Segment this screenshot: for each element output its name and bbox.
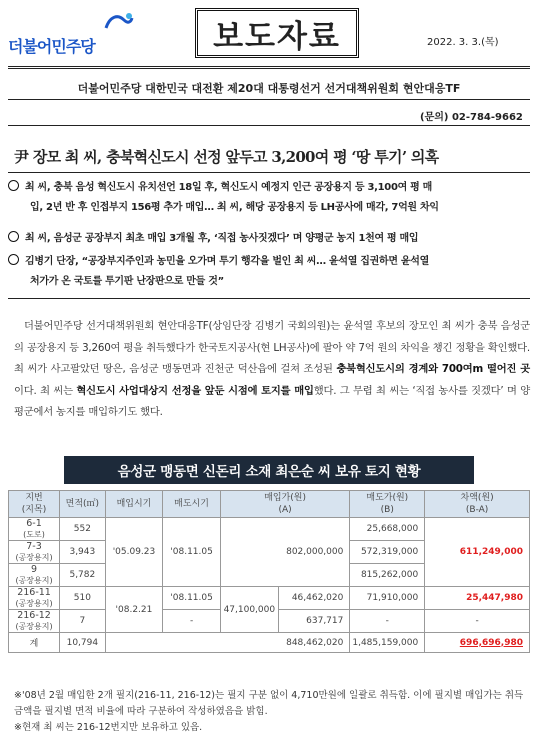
divider [8, 66, 530, 67]
logo-mark-icon [104, 12, 134, 30]
bullet-circle-icon [8, 180, 19, 191]
cell-total-label: 계 [9, 633, 60, 653]
cell-total-sell: 1,485,159,000 [350, 633, 425, 653]
party-logo [8, 8, 140, 60]
cell-lot: 6-1 (도로) [9, 518, 60, 541]
bullet-circle-icon [8, 231, 19, 242]
contact-info: (문의) 02-784-9662 [420, 112, 523, 123]
bullet-text: 처가가 온 국토를 투기판 난장판으로 만들 것” [30, 276, 224, 287]
cell-buy-price-lump: 47,100,000 [220, 587, 278, 633]
header-sell-date: 매도시기 [163, 491, 221, 518]
cell-lot: 216-11 (공장용지) [9, 587, 60, 610]
cell-diff: - [425, 610, 530, 633]
cell-total-buy: 848,462,020 [105, 633, 350, 653]
bullet-circle-icon [8, 254, 19, 265]
cell-diff: 611,249,000 [425, 518, 530, 587]
bullet-text: 입, 2년 반 후 인접부지 156평 추가 매입… 최 씨, 해당 공장용지 등 LH공사에 매각, 7억원 차익 [30, 202, 439, 213]
divider [8, 99, 530, 100]
cell-area: 3,943 [60, 541, 106, 564]
logo-text: 더불어민주당 [8, 37, 95, 56]
cell-total-area: 10,794 [60, 633, 106, 653]
cell-sell-price: 572,319,000 [350, 541, 425, 564]
cell-area: 552 [60, 518, 106, 541]
cell-buy-date: '05.09.23 [105, 518, 163, 587]
cell-buy-price-split: 637,717 [278, 610, 350, 633]
header-area: 면적(㎡) [60, 491, 106, 518]
table-title: 음성군 맹동면 신돈리 소재 최은순 씨 보유 토지 현황 [64, 456, 474, 484]
cell-buy-price-split: 46,462,020 [278, 587, 350, 610]
bullet-text: 최 씨, 음성군 공장부지 최초 매입 3개월 후, ‘직접 농사짓겠다’ 며 양평군 농지 1천여 평 매입 [25, 233, 419, 244]
cell-sell-date: '08.11.05 [163, 587, 221, 610]
cell-sell-price: - [350, 610, 425, 633]
header-diff: 차액(원) (B-A) [425, 491, 530, 518]
body-text: 이다. 최 씨는 [14, 384, 77, 397]
header-sell-price: 매도가(원) (B) [350, 491, 425, 518]
bullet-text: 최 씨, 충북 음성 혁신도시 유치선언 18일 후, 혁신도시 예정지 인근 공장용지 등 3,100여 평 매 [25, 182, 433, 193]
cell-sell-price: 71,910,000 [350, 587, 425, 610]
cell-lot: 7-3 (공장용지) [9, 541, 60, 564]
table-total-row [9, 633, 530, 653]
header-buy-date: 매입시기 [105, 491, 163, 518]
bullet-text: 김병기 단장, “공장부지주인과 농민을 오가며 투기 행각을 벌인 최 씨… 윤석열 집권하면 윤석열 [25, 256, 429, 267]
footnote: ※현재 최 씨는 216-12번지만 보유하고 있음. [14, 722, 203, 733]
footnote: ※'08년 2월 매입한 2개 필지(216-11, 216-12)는 필지 구분 없이 4,710만원에 일괄로 취득함. 이에 필지별 매입가는 취득금액을 필지별 면적 비율에 따라 구분하여 작성하였음을 밝힘. [14, 690, 524, 717]
cell-total-diff: 696,696,980 [425, 633, 530, 653]
release-date: 2022. 3. 3.(목) [427, 37, 499, 48]
cell-area: 5,782 [60, 564, 106, 587]
cell-sell-date: - [163, 610, 221, 633]
body-emphasis: 충북혁신도시의 경계와 700여m 떨어진 곳 [336, 363, 530, 375]
cell-lot: 216-12 (공장용지) [9, 610, 60, 633]
body-emphasis: 혁신도시 사업대상지 선정을 앞둔 시점에 토지를 매입 [76, 384, 314, 397]
cell-lot: 9 (공장용지) [9, 564, 60, 587]
divider [8, 125, 530, 126]
table-header-row [9, 491, 530, 518]
table-row [9, 518, 530, 541]
doc-type-title: 보도자료 [195, 8, 359, 58]
cell-sell-date: '08.11.05 [163, 518, 221, 587]
header-lot: 지번 (지목) [9, 491, 60, 518]
bullet-item [8, 229, 530, 249]
body-text: 했다. 그 무렵 최 씨는 ‘직접 농사를 짓겠다’ 며 양평군에서 농지를 매입하기도 했다. [14, 384, 530, 418]
divider [8, 172, 530, 173]
cell-buy-date: '08.2.21 [105, 587, 163, 633]
header-buy-price: 매입가(원) (A) [220, 491, 350, 518]
headline: 尹 장모 최 씨, 충북혁신도시 선정 앞두고 3,200여 평 ‘땅 투기’ 의혹 [14, 148, 439, 166]
cell-area: 7 [60, 610, 106, 633]
body-paragraph [14, 316, 530, 424]
cell-area: 510 [60, 587, 106, 610]
land-holdings-table [8, 490, 530, 653]
cell-diff: 25,447,980 [425, 587, 530, 610]
divider [8, 68, 530, 69]
cell-buy-price: 802,000,000 [220, 518, 350, 587]
divider [8, 298, 530, 299]
bullet-item [8, 252, 530, 292]
bullet-item [8, 178, 530, 218]
org-name: 더불어민주당 대한민국 대전환 제20대 대통령선거 선거대책위원회 현안대응TF [77, 82, 461, 95]
cell-sell-price: 815,262,000 [350, 564, 425, 587]
body-text: 더불어민주당 선거대책위원회 현안대응TF(상임단장 김병기 국회의원)는 윤석열 후보의 장모인 최 씨가 충북 음성군의 공장용지 등 3,260여 평을 취득했다가 한국토지공사(현 LH공사)에 팔아 약 7억 원의 차익을 챙긴 정황을 확인했다. 최 씨가 사고팔았던 땅은, 음성군 맹동면과 진천군 덕산읍에 걸쳐 조성된 [14, 320, 530, 375]
footnotes [14, 688, 530, 736]
table-row [9, 587, 530, 610]
cell-sell-price: 25,668,000 [350, 518, 425, 541]
